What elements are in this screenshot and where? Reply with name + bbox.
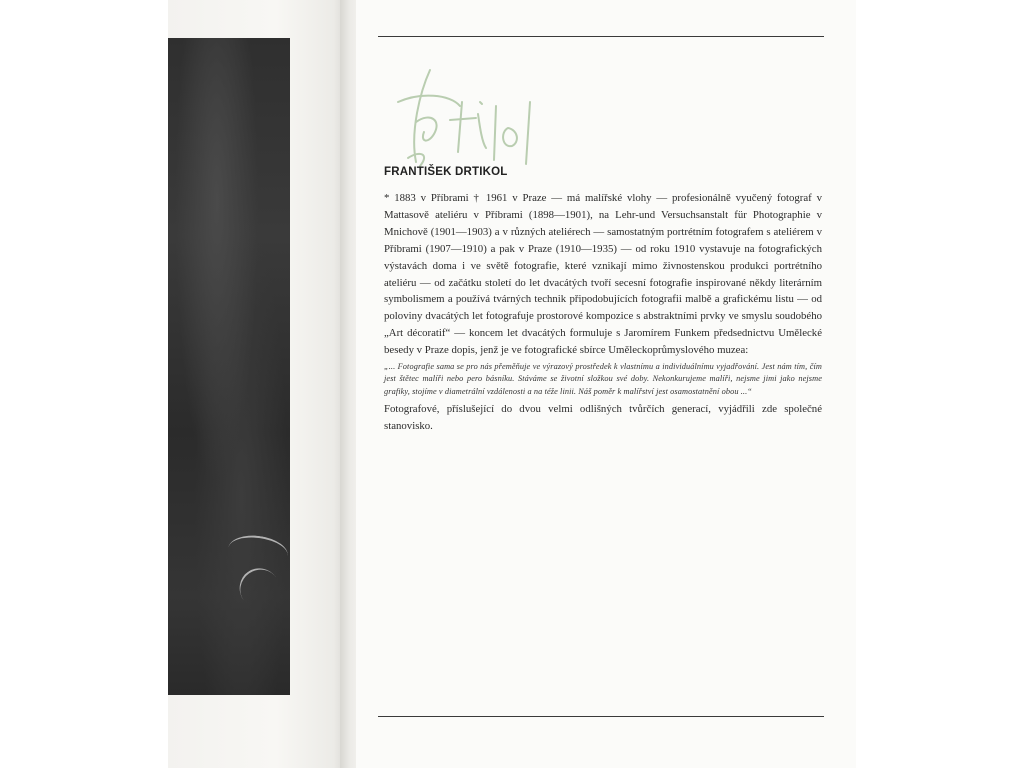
photo-light-streak <box>226 532 290 572</box>
biography-text-block <box>384 190 822 435</box>
page-heading: FRANTIŠEK DRTIKOL <box>384 166 508 178</box>
bottom-rule <box>378 716 824 717</box>
biography-paragraph: * 1883 v Příbrami † 1961 v Praze — má malířské vlohy — profesionálně vyučený fotograf v Mattasově ateliéru v Příbrami (1898—1901), na Lehr-und Versuchsanstalt für Photographie v Mnichově (1901—1903) a v různých ateliérech — samostatným portrétním fotografem s ateliérem v Příbrami (1907—1910) a pak v Praze (1910—1935) — od roku 1910 vystavuje na fotografických výstavách doma i ve světě fotografie, které vznikají mimo živnostenskou produkci portrétního ateliéru — od začátku století do let dvacátých tvoří secesní fotografie inspirované někdy literárním symbolismem a používá tvárných technik připodobujících fotografii malbě a grafickému listu — od poloviny dvacátých let fotografuje prostorové kompozice s abstraktními prvky ve smyslu soudobého „Art décoratif“ — koncem let dvacátých formuluje s Jaromírem Funkem předsednictvu Umělecké besedy v Praze dopis, jenž je ve fotografické sbírce Uměleckoprůmyslového muzea: <box>384 192 822 357</box>
letter-quote: „... Fotografie sama se pro nás přeměňuje ve výrazový prostředek k vlastnímu a individuálnímu vyjadřování. Jest nám tím, čím jest štětec malíři nebo pero básníku. Stáváme se životní složkou své doby. Nekonkurujeme malíři, nejsme jimi jako nejsme grafiky, stojíme v diametrální vzdálenosti a na téže linii. Náš poměr k malířství jest osamostatnění obou ...“ <box>384 362 822 396</box>
photo-light-streak <box>232 560 289 617</box>
signature <box>390 62 560 174</box>
top-rule <box>378 36 824 37</box>
closing-paragraph: Fotografové, příslušející do dvou velmi odlišných tvůrčích generací, vyjádřili zde společné stanovisko. <box>384 402 822 432</box>
dark-photograph <box>168 38 290 695</box>
